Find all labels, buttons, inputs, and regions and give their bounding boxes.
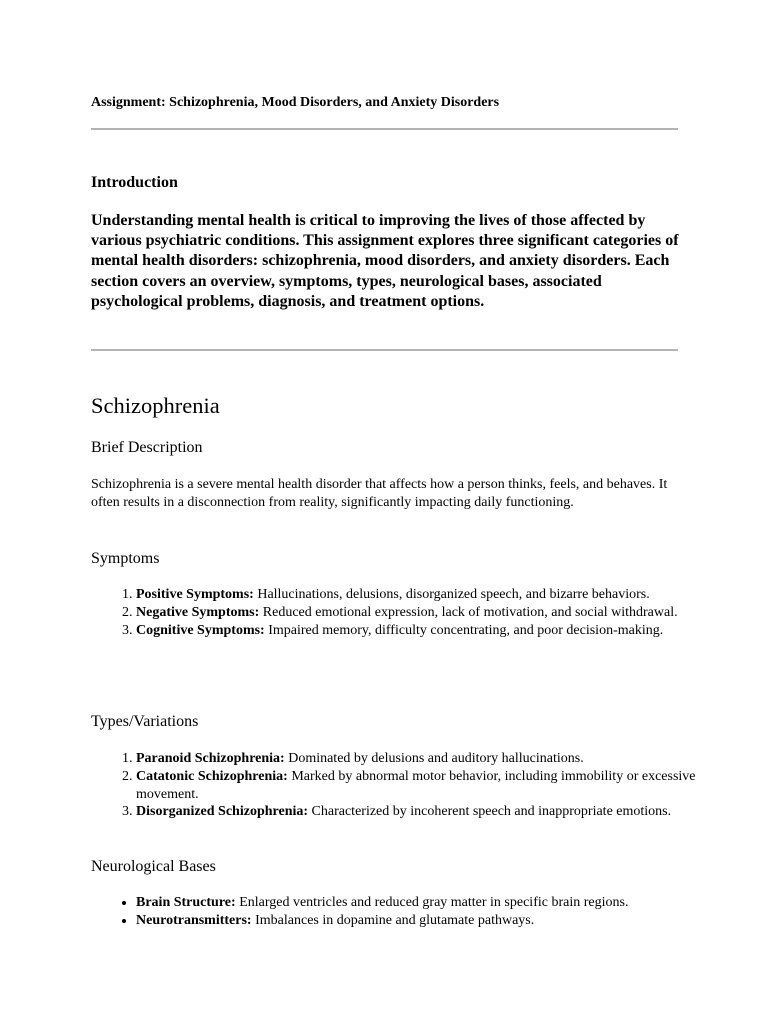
- document-title: Assignment: Schizophrenia, Mood Disorders, and Anxiety Disorders: [91, 95, 500, 110]
- list-item: [136, 604, 726, 622]
- brief-description-text: Schizophrenia is a severe mental health disorder that affects how a person thinks, feels, and behaves. It often results in a disconnection from reality, significantly impacting daily functioning.: [91, 477, 668, 510]
- list-item: [136, 803, 726, 821]
- types-list: [91, 750, 726, 821]
- types-heading: Types/Variations: [91, 713, 199, 730]
- list-item-text: Hallucinations, delusions, disorganized speech, and bizarre behaviors.: [253, 587, 650, 602]
- list-item: [136, 768, 726, 804]
- section-heading-schizophrenia: Schizophrenia: [91, 393, 220, 418]
- list-item-text: Marked by abnormal motor behavior, including immobility or excessive movement.: [136, 768, 696, 802]
- list-item: [136, 912, 726, 930]
- list-item-text: Characterized by incoherent speech and inappropriate emotions.: [308, 804, 672, 820]
- list-item-term: Neurotransmitters:: [136, 912, 252, 928]
- list-item: [136, 586, 726, 604]
- symptoms-heading: Symptoms: [91, 550, 160, 567]
- list-item: [136, 750, 726, 768]
- symptoms-list: [91, 586, 726, 639]
- list-item-term: Brain Structure:: [136, 895, 236, 910]
- list-item-term: Positive Symptoms:: [136, 587, 254, 602]
- list-item-text: Imbalances in dopamine and glutamate pathways.: [251, 912, 535, 928]
- divider-top: [91, 128, 678, 130]
- neurological-bases-list: [91, 894, 726, 930]
- list-item-term: Disorganized Schizophrenia:: [136, 804, 309, 820]
- list-item-text: Dominated by delusions and auditory hallucinations.: [284, 751, 584, 766]
- brief-description-heading: Brief Description: [91, 439, 203, 456]
- introduction-heading: Introduction: [91, 174, 178, 191]
- list-item-term: Catatonic Schizophrenia:: [136, 768, 288, 784]
- list-item: [136, 894, 726, 912]
- list-item: [136, 622, 726, 640]
- neurological-bases-heading: Neurological Bases: [91, 858, 216, 875]
- list-item-term: Negative Symptoms:: [136, 604, 260, 620]
- list-item-term: Paranoid Schizophrenia:: [136, 751, 285, 766]
- list-item-text: Impaired memory, difficulty concentrating, and poor decision-making.: [264, 622, 664, 638]
- list-item-text: Enlarged ventricles and reduced gray matter in specific brain regions.: [235, 895, 629, 910]
- list-item-term: Cognitive Symptoms:: [136, 622, 265, 638]
- introduction-text: Understanding mental health is critical to improving the lives of those affected by various psychiatric conditions. This assignment explores three significant categories of mental health disorders: schizophrenia, mood disorders, and anxiety disorders. Each section covers an overview, symptoms, types, neurological bases, associated psychological problems, diagnosis, and treatment options.: [91, 212, 679, 310]
- list-item-text: Reduced emotional expression, lack of motivation, and social withdrawal.: [259, 604, 678, 620]
- divider-middle: [91, 349, 678, 351]
